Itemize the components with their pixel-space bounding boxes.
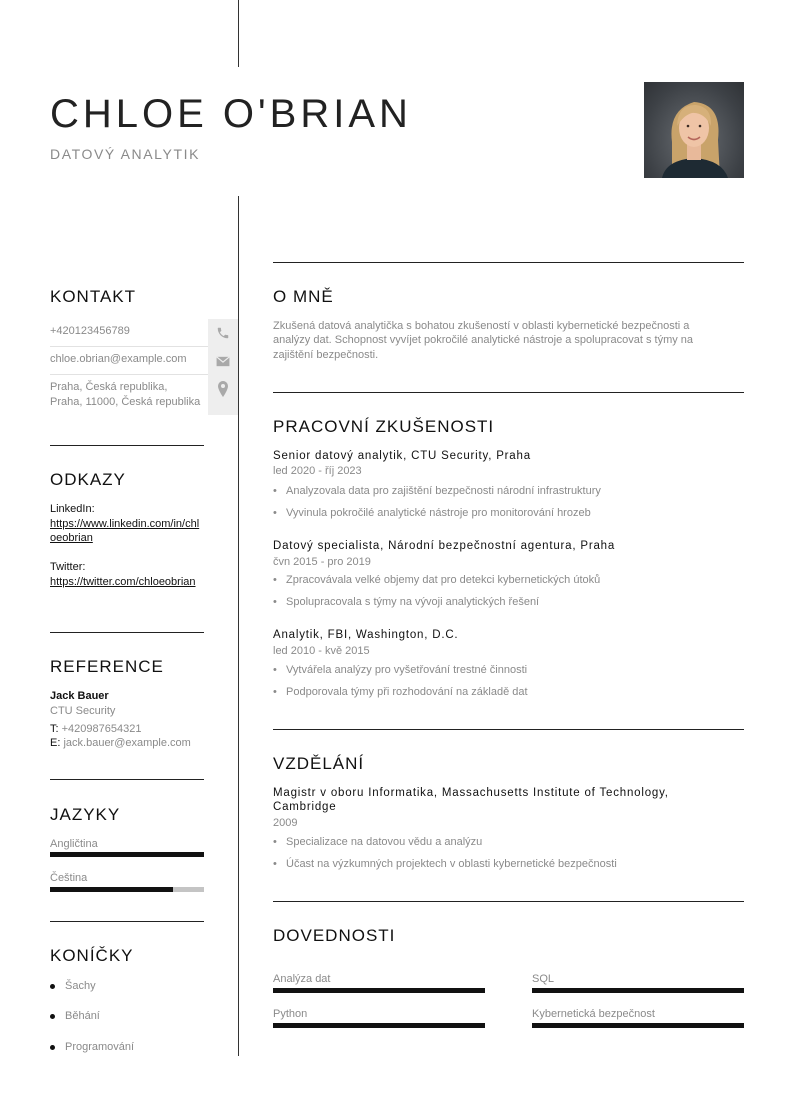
job-date: led 2010 - kvě 2015 bbox=[273, 645, 370, 657]
skill-name: Kybernetická bezpečnost bbox=[532, 1008, 655, 1020]
reference-email-label: E: bbox=[50, 737, 61, 749]
divider-experience bbox=[273, 729, 744, 730]
contact-phone[interactable]: +420123456789 bbox=[50, 325, 130, 337]
job-bullet bbox=[273, 507, 591, 519]
link-twitter-url[interactable]: https://twitter.com/chloeobrian bbox=[50, 576, 196, 588]
language-level-fill bbox=[50, 852, 204, 857]
skills-heading: DOVEDNOSTI bbox=[273, 926, 396, 945]
bullet-dot-icon: • bbox=[273, 574, 277, 586]
bullet-dot-icon: • bbox=[273, 686, 277, 698]
skill-name: Analýza dat bbox=[273, 973, 331, 985]
link-twitter-label: Twitter: bbox=[50, 561, 86, 573]
hobby-label: Šachy bbox=[65, 980, 96, 992]
language-level-bar bbox=[50, 887, 204, 892]
education-bullet bbox=[273, 836, 482, 848]
job-bullet-text: Vyvinula pokročilé analytické nástroje pro monitorování hrozeb bbox=[286, 507, 591, 519]
bullet-dot-icon bbox=[50, 1045, 55, 1050]
job-date: led 2020 - říj 2023 bbox=[273, 465, 362, 477]
skill-level-bar bbox=[532, 1023, 744, 1028]
divider-languages bbox=[50, 921, 204, 922]
skill-level-fill bbox=[532, 988, 744, 993]
skill-level-fill bbox=[273, 988, 485, 993]
language-name: Angličtina bbox=[50, 838, 98, 850]
education-year: 2009 bbox=[273, 817, 298, 829]
profile-photo bbox=[644, 82, 744, 178]
job-bullet bbox=[273, 485, 601, 497]
language-level-bar bbox=[50, 852, 204, 857]
reference-email[interactable]: jack.bauer@example.com bbox=[63, 737, 191, 749]
link-linkedin-label: LinkedIn: bbox=[50, 503, 95, 515]
job-date: čvn 2015 - pro 2019 bbox=[273, 556, 371, 568]
bullet-dot-icon: • bbox=[273, 507, 277, 519]
contact-email[interactable]: chloe.obrian@example.com bbox=[50, 353, 187, 365]
portrait-image bbox=[644, 82, 744, 178]
about-line: analýzy dat. Schopnost vyvíjet pokročilé analytické nástroje a spolupracovat s týmy na bbox=[273, 334, 694, 346]
education-bullet-text: Specializace na datovou vědu a analýzu bbox=[286, 836, 483, 848]
job-title: Analytik, FBI, Washington, D.C. bbox=[273, 629, 459, 641]
job-bullet-text: Zpracovávala velké objemy dat pro detekci kybernetických útoků bbox=[286, 574, 601, 586]
contact-address-line1: Praha, Česká republika, bbox=[50, 381, 168, 393]
bullet-dot-icon bbox=[50, 1014, 55, 1019]
mail-icon bbox=[216, 356, 230, 367]
links-heading: ODKAZY bbox=[50, 470, 126, 489]
skill-level-bar bbox=[273, 988, 485, 993]
reference-email-line bbox=[50, 737, 191, 749]
divider-contact bbox=[50, 445, 204, 446]
reference-phone-line bbox=[50, 723, 141, 735]
divider-links bbox=[50, 632, 204, 633]
job-bullet bbox=[273, 574, 600, 586]
job-bullet bbox=[273, 664, 527, 676]
reference-company: CTU Security bbox=[50, 705, 116, 717]
location-icon bbox=[217, 381, 229, 397]
skill-level-fill bbox=[532, 1023, 744, 1028]
about-line: Zkušená datová analytička s bohatou zkušeností v oblasti kybernetické bezpečnosti a bbox=[273, 320, 690, 332]
about-heading: O MNĚ bbox=[273, 287, 334, 306]
contact-address-line2: Praha, 11000, Česká republika bbox=[50, 396, 201, 408]
reference-heading: REFERENCE bbox=[50, 657, 164, 676]
skill-level-bar bbox=[532, 988, 744, 993]
hobby-item bbox=[50, 1041, 134, 1053]
contact-heading: KONTAKT bbox=[50, 287, 137, 306]
language-level-fill bbox=[50, 887, 173, 892]
education-title-line2: Cambridge bbox=[273, 801, 337, 813]
skill-level-fill bbox=[273, 1023, 485, 1028]
divider-education bbox=[273, 901, 744, 902]
job-bullet-text: Podporovala týmy při rozhodování na základě dat bbox=[286, 686, 528, 698]
education-title-line1: Magistr v oboru Informatika, Massachusetts Institute of Technology, bbox=[273, 787, 669, 799]
bullet-dot-icon: • bbox=[273, 836, 277, 848]
divider-about bbox=[273, 392, 744, 393]
divider-reference bbox=[50, 779, 204, 780]
hobby-label: Běhání bbox=[65, 1010, 100, 1022]
reference-phone[interactable]: +420987654321 bbox=[61, 723, 142, 735]
education-bullet bbox=[273, 858, 617, 870]
about-line: zajištění bezpečnosti. bbox=[273, 349, 379, 361]
divider-about-top bbox=[273, 262, 744, 263]
education-heading: VZDĚLÁNÍ bbox=[273, 754, 365, 773]
candidate-name: CHLOE O'BRIAN bbox=[50, 92, 412, 136]
bullet-dot-icon bbox=[50, 984, 55, 989]
job-bullet bbox=[273, 596, 539, 608]
job-title: Senior datový analytik, CTU Security, Praha bbox=[273, 450, 531, 462]
skill-name: SQL bbox=[532, 973, 555, 985]
top-divider-line bbox=[238, 0, 239, 67]
job-bullet bbox=[273, 686, 528, 698]
reference-phone-label: T: bbox=[50, 723, 59, 735]
hobbies-heading: KONÍČKY bbox=[50, 946, 134, 965]
languages-heading: JAZYKY bbox=[50, 805, 121, 824]
bullet-dot-icon: • bbox=[273, 664, 277, 676]
reference-name: Jack Bauer bbox=[50, 690, 109, 702]
link-linkedin-url[interactable]: https://www.linkedin.com/in/chloeobrian bbox=[50, 518, 200, 544]
sidebar-divider-line bbox=[238, 196, 239, 1056]
job-bullet-text: Analyzovala data pro zajištění bezpečnosti národní infrastruktury bbox=[286, 485, 601, 497]
bullet-dot-icon: • bbox=[273, 596, 277, 608]
hobby-item bbox=[50, 980, 96, 992]
candidate-title: DATOVÝ ANALYTIK bbox=[50, 146, 201, 162]
skill-name: Python bbox=[273, 1008, 308, 1020]
experience-heading: PRACOVNÍ ZKUŠENOSTI bbox=[273, 417, 495, 436]
bullet-dot-icon: • bbox=[273, 858, 277, 870]
hobby-item bbox=[50, 1010, 100, 1022]
phone-icon-cell bbox=[208, 319, 238, 347]
job-title: Datový specialista, Národní bezpečnostní agentura, Praha bbox=[273, 540, 616, 552]
hobby-label: Programování bbox=[65, 1041, 135, 1053]
education-bullet-text: Účast na výzkumných projektech v oblasti kybernetické bezpečnosti bbox=[286, 858, 617, 870]
language-name: Čeština bbox=[50, 872, 88, 884]
bullet-dot-icon: • bbox=[273, 485, 277, 497]
location-icon-cell bbox=[208, 375, 238, 415]
skill-level-bar bbox=[273, 1023, 485, 1028]
job-bullet-text: Vytvářela analýzy pro vyšetřování trestné činnosti bbox=[286, 664, 528, 676]
job-bullet-text: Spolupracovala s týmy na vývoji analytických řešení bbox=[286, 596, 540, 608]
mail-icon-cell bbox=[208, 347, 238, 375]
phone-icon bbox=[216, 326, 230, 340]
